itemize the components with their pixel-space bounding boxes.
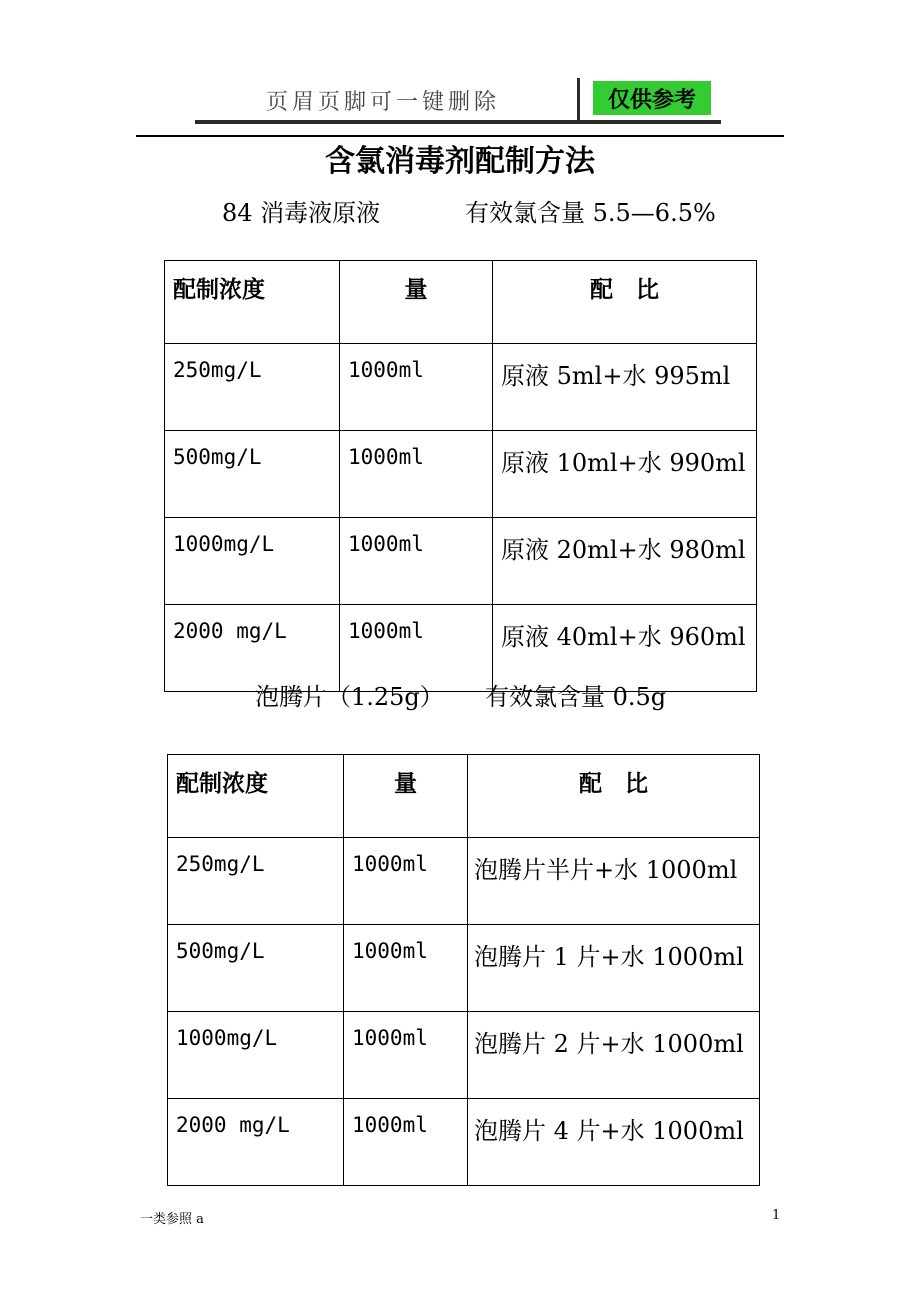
table-header-row <box>165 261 757 344</box>
reference-badge: 仅供参考 <box>593 81 711 115</box>
cell-ratio: 原液 40ml+水 960ml <box>493 605 757 692</box>
section1-table <box>164 260 757 692</box>
cell-amount: 1000ml <box>340 518 493 605</box>
cell-amount: 1000ml <box>340 431 493 518</box>
cell-amount: 1000ml <box>340 605 493 692</box>
page-number: 1 <box>772 1208 781 1223</box>
page-title: 含氯消毒剂配制方法 <box>325 144 595 179</box>
header-cell-ratio: 配 比 <box>468 755 760 838</box>
cell-ratio: 泡腾片 2 片+水 1000ml <box>468 1012 760 1099</box>
cell-concentration: 1000mg/L <box>165 518 340 605</box>
section1-chlorine-content: 有效氯含量 5.5—6.5% <box>465 199 716 227</box>
cell-ratio: 泡腾片半片+水 1000ml <box>468 838 760 925</box>
cell-concentration: 2000 mg/L <box>165 605 340 692</box>
cell-ratio: 泡腾片 4 片+水 1000ml <box>468 1099 760 1186</box>
header-banner-text: 页眉页脚可一键删除 <box>265 89 500 115</box>
section2-product: 泡腾片（1.25g） <box>255 683 444 711</box>
table-row <box>168 838 760 925</box>
cell-concentration: 1000mg/L <box>168 1012 344 1099</box>
table-row <box>168 925 760 1012</box>
cell-concentration: 2000 mg/L <box>168 1099 344 1186</box>
banner-divider <box>577 78 580 124</box>
header-cell-ratio: 配 比 <box>493 261 757 344</box>
table-row <box>165 605 757 692</box>
header-banner <box>193 76 723 124</box>
cell-concentration: 250mg/L <box>168 838 344 925</box>
table-row <box>168 1012 760 1099</box>
section2-chlorine-content: 有效氯含量 0.5g <box>485 683 667 711</box>
footer-label: 一类参照 a <box>140 1212 204 1227</box>
banner-underline <box>195 120 721 124</box>
cell-ratio: 原液 10ml+水 990ml <box>493 431 757 518</box>
table-row <box>165 344 757 431</box>
section1-product: 84 消毒液原液 <box>222 199 381 227</box>
table-row <box>168 1099 760 1186</box>
cell-amount: 1000ml <box>344 838 468 925</box>
table-row <box>165 431 757 518</box>
header-cell-concentration: 配制浓度 <box>168 755 344 838</box>
header-cell-amount: 量 <box>340 261 493 344</box>
table-row <box>165 518 757 605</box>
cell-ratio: 原液 5ml+水 995ml <box>493 344 757 431</box>
section2-table <box>167 754 760 1186</box>
header-rule <box>136 135 784 137</box>
cell-amount: 1000ml <box>344 1012 468 1099</box>
cell-ratio: 原液 20ml+水 980ml <box>493 518 757 605</box>
cell-ratio: 泡腾片 1 片+水 1000ml <box>468 925 760 1012</box>
cell-concentration: 500mg/L <box>165 431 340 518</box>
header-cell-amount: 量 <box>344 755 468 838</box>
cell-amount: 1000ml <box>344 925 468 1012</box>
cell-amount: 1000ml <box>340 344 493 431</box>
header-cell-concentration: 配制浓度 <box>165 261 340 344</box>
cell-amount: 1000ml <box>344 1099 468 1186</box>
cell-concentration: 250mg/L <box>165 344 340 431</box>
table-header-row <box>168 755 760 838</box>
cell-concentration: 500mg/L <box>168 925 344 1012</box>
